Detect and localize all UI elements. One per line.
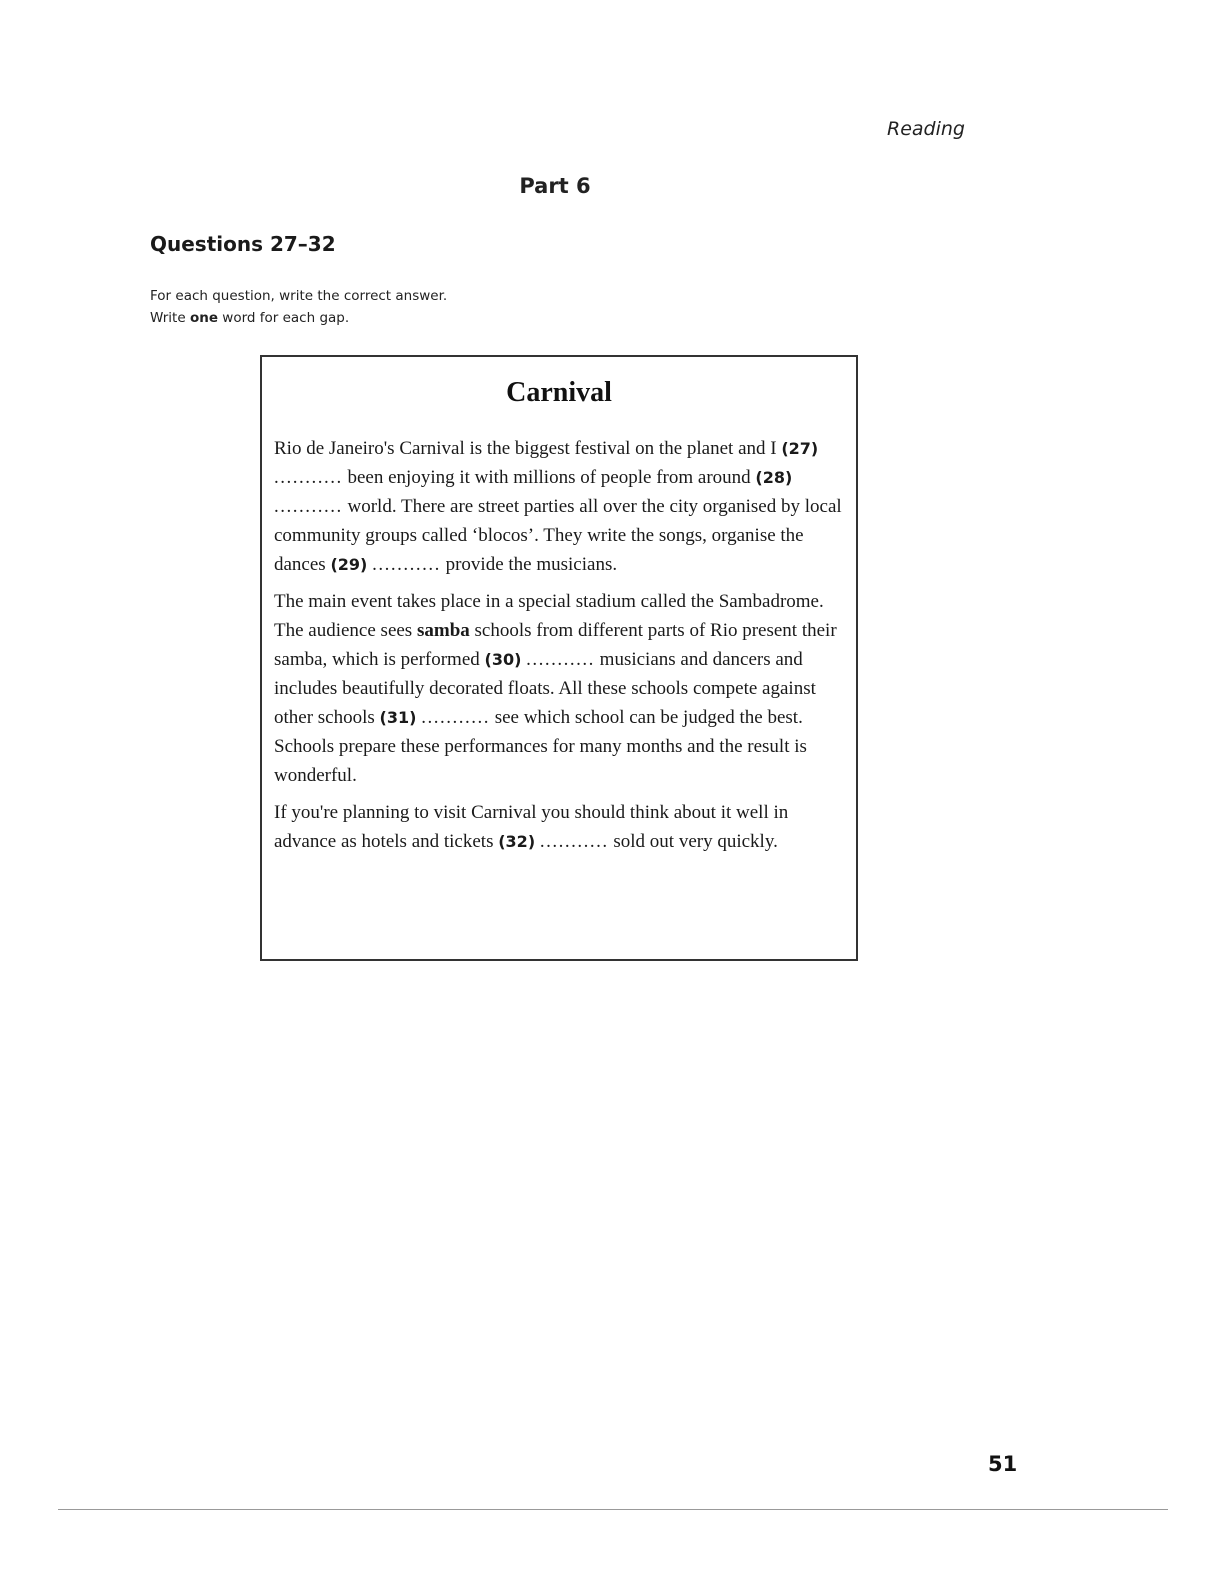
instructions xyxy=(150,285,447,329)
instruction-text: word for each gap. xyxy=(217,310,350,326)
passage-text: provide the musicians. xyxy=(440,554,618,575)
passage-text: The main event takes place in a special stadium called the Sambadrome. The audience sees xyxy=(274,591,824,641)
passage-paragraph-3 xyxy=(274,798,844,856)
gap-number-27: (27) xyxy=(781,439,819,458)
part-title: Part 6 xyxy=(519,174,591,198)
gap-number-31: (31) xyxy=(379,708,417,727)
passage-emphasis: samba xyxy=(416,620,470,641)
questions-title: Questions 27–32 xyxy=(150,232,336,256)
gap-32-blank[interactable]: ........... xyxy=(539,831,609,852)
passage-text: schools from different parts of Rio present their samba, which is performed xyxy=(274,620,837,670)
passage-paragraph-2 xyxy=(274,587,844,790)
passage-text: musicians and dancers and includes beautifully decorated floats. All these schools compete against other schools xyxy=(274,649,816,728)
gap-28-blank[interactable]: ........... xyxy=(274,496,343,517)
instruction-line-2 xyxy=(150,307,447,329)
passage-text: been enjoying it with millions of people from around xyxy=(342,467,756,488)
gap-31-blank[interactable]: ........... xyxy=(421,707,490,728)
page-number: 51 xyxy=(988,1452,1018,1476)
passage-text: Rio de Janeiro's Carnival is the biggest festival on the planet and I xyxy=(274,438,782,459)
passage-text: sold out very quickly. xyxy=(608,831,778,852)
gap-27-blank[interactable]: ........... xyxy=(274,467,343,488)
gap-number-30: (30) xyxy=(484,650,522,669)
passage-box xyxy=(260,355,858,961)
gap-number-29: (29) xyxy=(330,555,368,574)
instruction-line-1: For each question, write the correct answer. xyxy=(150,288,448,304)
section-label: Reading xyxy=(887,118,965,140)
instruction-emphasis: one xyxy=(189,310,218,326)
passage-text: If you're planning to visit Carnival you should think about it well in advance as hotels and tickets xyxy=(274,802,789,852)
gap-number-28: (28) xyxy=(755,468,793,487)
instruction-text: Write xyxy=(150,310,190,326)
passage-title: Carnival xyxy=(506,377,612,408)
gap-number-32: (32) xyxy=(498,832,536,851)
gap-30-blank[interactable]: ........... xyxy=(526,649,595,670)
passage-text: see which school can be judged the best. Schools prepare these performances for many months and the result is wonderful. xyxy=(274,707,807,786)
bottom-divider xyxy=(58,1509,1168,1510)
gap-29-blank[interactable]: ........... xyxy=(372,554,441,575)
passage-paragraph-1 xyxy=(274,434,844,579)
passage-text: world. There are street parties all over the city organised by local community groups called ‘blocos’. They write the songs, organise the dances xyxy=(274,496,842,575)
